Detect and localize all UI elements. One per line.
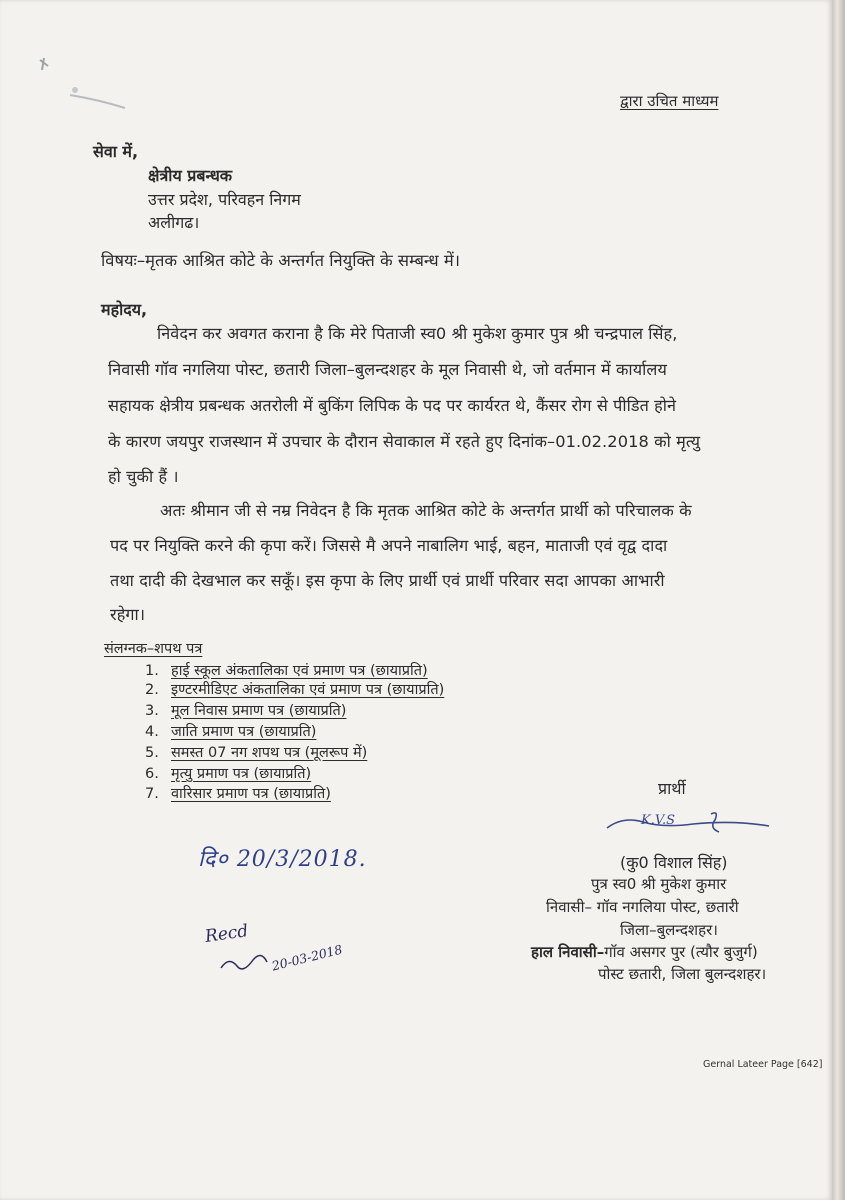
- applicant-district: जिला–बुलन्दशहर।: [620, 921, 718, 939]
- addressee-city: अलीगढ।: [148, 213, 200, 232]
- paragraph1-line5: हो चुकी हैं ।: [108, 467, 179, 486]
- paragraph2-line2: पद पर नियुक्ति करने की कृपा करें। जिससे मै अपने नाबालिग भाई, बहन, माताजी एवं वृद्व दादा: [110, 536, 668, 555]
- applicant-name: (कु0 विशाल सिंह): [620, 853, 728, 872]
- applicant-father: पुत्र स्व0 श्री मुकेश कुमार: [591, 875, 727, 893]
- channel-note: द्वारा उचित माध्यम: [620, 92, 719, 110]
- applicant-current-post: पोस्ट छतारी, जिला बुलन्दशहर।: [598, 965, 767, 983]
- paragraph2-line4: रहेगा।: [110, 605, 146, 624]
- enclosure-item: 6. मृत्यु प्रमाण पत्र (छायाप्रति): [145, 766, 312, 782]
- paragraph1-line1: निवेदन कर अवगत कराना है कि मेरे पिताजी स्व0 श्री मुकेश कुमार पुत्र श्री चन्द्रपाल सिंह,: [157, 324, 678, 343]
- applicant-current-residence: हाल निवासी–गॉव असगर पुर (त्यौर बुजुर्ग): [531, 943, 758, 961]
- enclosure-item: 7. वारिसार प्रमाण पत्र (छायाप्रति): [145, 786, 331, 802]
- enclosure-item: 3. मूल निवास प्रमाण पत्र (छायाप्रति): [145, 703, 347, 719]
- subject-line: विषयः–मृतक आश्रित कोटे के अन्तर्गत नियुक्ति के सम्बन्ध में।: [101, 251, 460, 270]
- enclosure-item: 5. समस्त 07 नग शपथ पत्र (मूलरूप में): [145, 745, 368, 761]
- addressee-organisation: उत्तर प्रदेश, परिवहन निगम: [148, 190, 301, 209]
- applicant-label: प्रार्थी: [658, 779, 686, 798]
- greeting: महोदय,: [101, 300, 148, 319]
- salutation-to: सेवा में,: [93, 142, 139, 161]
- applicant-residence: निवासी– गॉव नगलिया पोस्ट, छतारी: [546, 898, 739, 916]
- signature-flourish-icon: [603, 808, 773, 844]
- handwritten-date: दि० 20/3/2018.: [198, 847, 367, 872]
- addressee-designation: क्षेत्रीय प्रबन्धक: [148, 166, 233, 185]
- received-note: Recd 20-03-2018: [203, 920, 383, 990]
- paragraph1-line4: के कारण जयपुर राजस्थान में उपचार के दौरान सेवाकाल में रहते हुए दिनांक–01.02.2018 को मृत्यु: [108, 432, 701, 451]
- enclosure-item: 1. हाई स्कूल अंकतालिका एवं प्रमाण पत्र (छायाप्रति): [145, 663, 428, 679]
- handwritten-signature: K.V.S: [603, 808, 773, 844]
- paragraph2-line3: तथा दादी की देखभाल कर सकूँ। इस कृपा के लिए प्रार्थी एवं प्रार्थी परिवार सदा आपका आभारी: [110, 571, 665, 590]
- paragraph1-line2: निवासी गॉव नगलिया पोस्ट, छतारी जिला–बुलन्दशहर के मूल निवासी थे, जो वर्तमान में कार्यालय: [108, 360, 667, 379]
- page-footer-label: Gernal Lateer Page [642]: [703, 1059, 823, 1070]
- paragraph1-line3: सहायक क्षेत्रीय प्रबन्धक अतरोली में बुकिंग लिपिक के पद पर कार्यरत थे, कैंसर रोग से पीडित होने: [108, 396, 677, 415]
- staple-mark: [30, 40, 130, 110]
- page-edge: [832, 0, 845, 1200]
- enclosures-heading: संलग्नक–शपथ पत्र: [104, 641, 203, 657]
- enclosure-item: 4. जाति प्रमाण पत्र (छायाप्रति): [145, 724, 317, 740]
- paragraph2-line1: अतः श्रीमान जी से नम्र निवेदन है कि मृतक आश्रित कोटे के अन्तर्गत प्रार्थी को परिचालक के: [160, 501, 692, 520]
- enclosure-item: 2. इण्टरमीडिएट अंकतालिका एवं प्रमाण पत्र (छायाप्रति): [145, 682, 445, 698]
